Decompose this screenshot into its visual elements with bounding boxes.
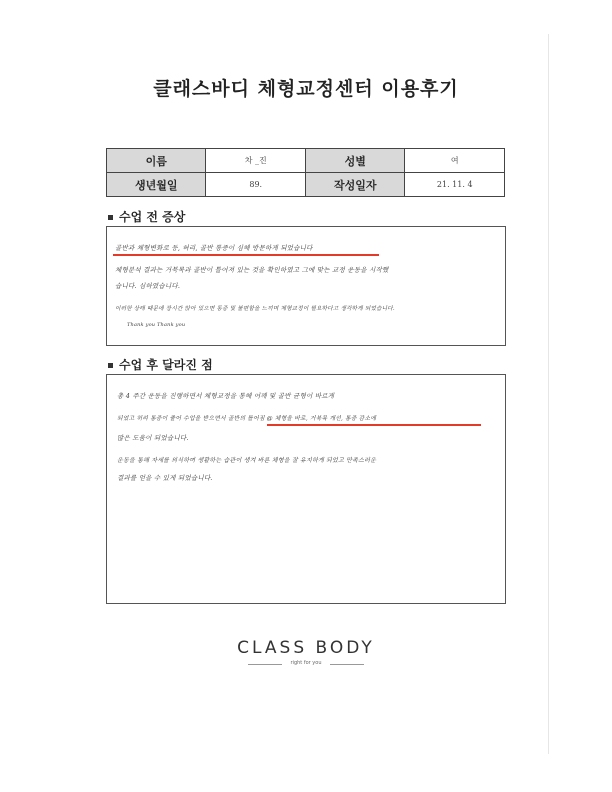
after-heading bbox=[108, 356, 213, 373]
handwritten-line: 되었고 허리 통증이 줄어 수업을 받으면서 골반의 틀어짐 @ 체형을 바로, 거북목 개선, 통증 감소에 bbox=[117, 416, 377, 422]
handwritten-line: 골반과 체형변화로 등, 허리, 골반 통증이 심해 방문하게 되었습니다 bbox=[115, 244, 313, 252]
info-row bbox=[107, 149, 505, 173]
handwritten-line: Thank you Thank you bbox=[127, 322, 186, 328]
info-row bbox=[107, 173, 505, 197]
before-box bbox=[106, 226, 506, 346]
handwritten-line: 많은 도움이 되었습니다. bbox=[117, 434, 189, 442]
date-value: 21. 11. 4 bbox=[405, 173, 505, 197]
name-label: 이름 bbox=[107, 149, 206, 173]
handwritten-line: 체형분석 결과는 거북목과 골반이 틀어져 있는 것을 확인하였고 그에 맞는 교정 운동을 시작했 bbox=[115, 266, 389, 274]
red-underline bbox=[267, 424, 481, 426]
before-heading bbox=[108, 208, 185, 225]
birth-label: 생년월일 bbox=[107, 173, 206, 197]
gender-value: 여 bbox=[405, 149, 505, 173]
handwritten-line: 습니다. 심하였습니다. bbox=[115, 282, 181, 290]
brand-logo-text: CLASS BODY bbox=[237, 638, 375, 658]
handwritten-line: 총 4 주간 운동을 진행하면서 체형교정을 통해 어깨 및 골반 균형이 바르게 bbox=[117, 392, 335, 400]
name-value: 차 _진 bbox=[206, 149, 306, 173]
handwritten-line: 운동을 통해 자세를 의식하며 생활하는 습관이 생겨 바른 체형을 잘 유지하게 되었고 만족스러운 bbox=[117, 457, 377, 464]
handwritten-line: 결과를 얻을 수 있게 되었습니다. bbox=[117, 474, 213, 482]
before-heading-text: 수업 전 증상 bbox=[119, 210, 186, 224]
info-table bbox=[106, 148, 505, 197]
after-box bbox=[106, 374, 506, 604]
page-title: 클래스바디 체형교정센터 이용후기 bbox=[153, 78, 459, 100]
date-label: 작성일자 bbox=[305, 173, 404, 197]
after-heading-text: 수업 후 달라진 점 bbox=[119, 358, 213, 372]
bullet-icon bbox=[108, 363, 113, 368]
birth-value: 89. bbox=[206, 173, 306, 197]
bullet-icon bbox=[108, 215, 113, 220]
gender-label: 성별 bbox=[305, 149, 404, 173]
red-underline bbox=[113, 254, 379, 256]
brand-tagline: right for you bbox=[290, 660, 322, 666]
handwritten-line: 이러한 상태 때문에 장시간 앉아 있으면 통증 및 불편함을 느끼며 체형교정이 필요하다고 생각하게 되었습니다. bbox=[115, 306, 395, 312]
